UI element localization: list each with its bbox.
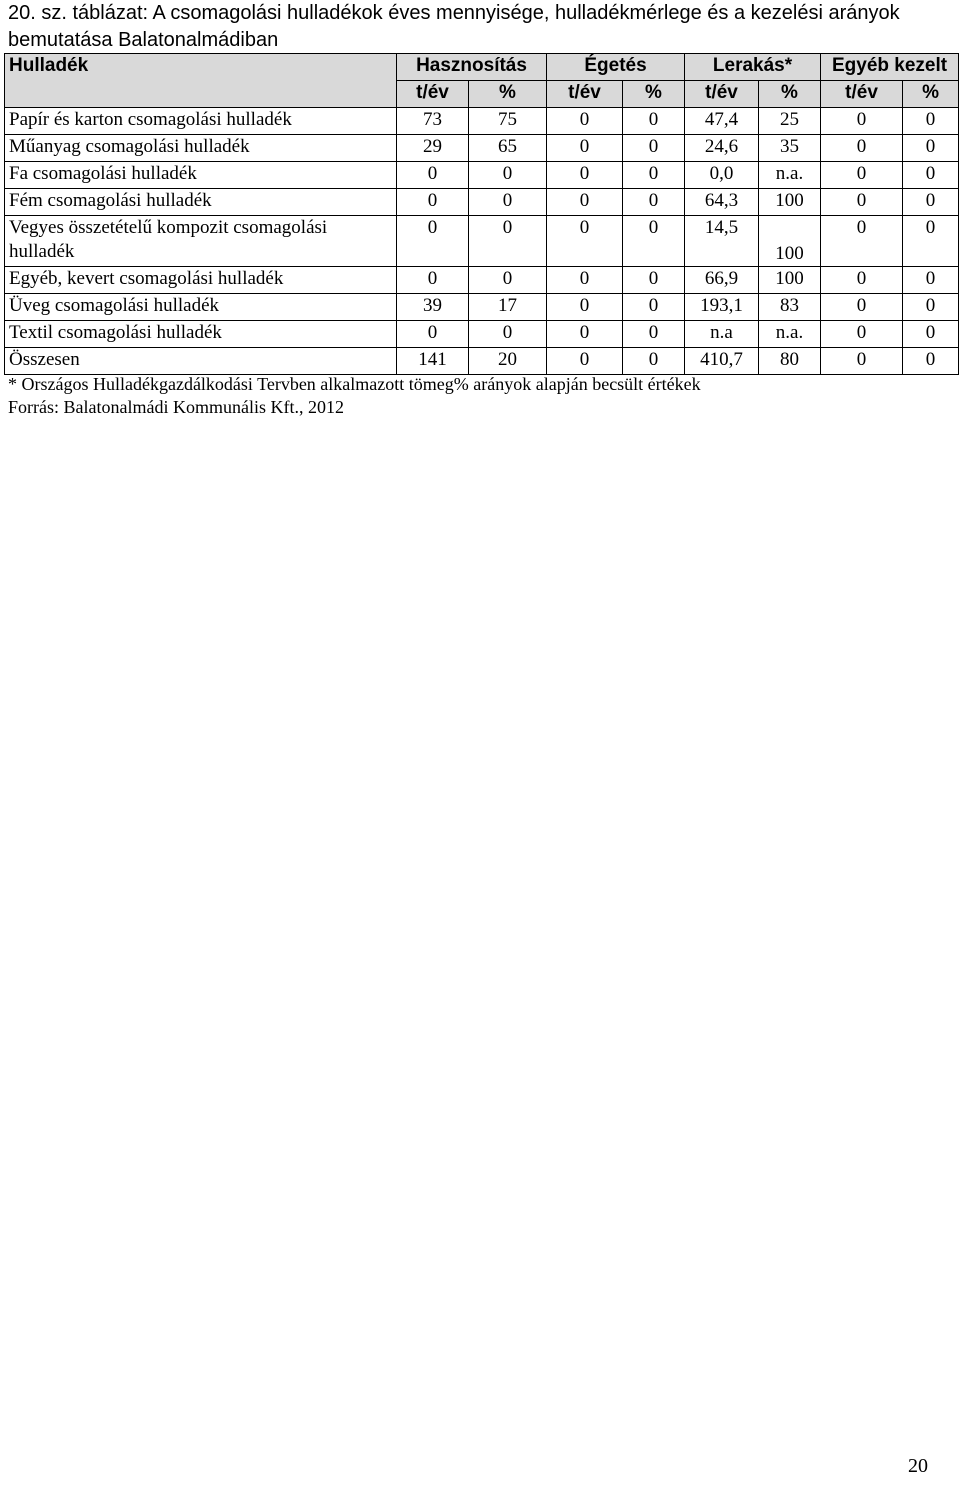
table-cell: 0 <box>547 135 623 162</box>
group-header-row <box>5 54 959 81</box>
table-cell: 0 <box>397 162 469 189</box>
table-cell: 0 <box>397 189 469 216</box>
table-cell: 0 <box>547 348 623 375</box>
table-cell: 0,0 <box>685 162 759 189</box>
table-cell: n.a. <box>759 321 821 348</box>
unit-header: % <box>469 81 547 108</box>
table-cell: 0 <box>469 321 547 348</box>
table-cell: 35 <box>759 135 821 162</box>
table-cell: 0 <box>397 216 469 267</box>
table-cell: 0 <box>821 108 903 135</box>
unit-header: t/év <box>685 81 759 108</box>
table-cell: 0 <box>821 321 903 348</box>
table-cell: 0 <box>821 294 903 321</box>
group-header: Egyéb kezelt <box>821 54 959 81</box>
table-cell: 410,7 <box>685 348 759 375</box>
table-cell: 0 <box>903 294 959 321</box>
table-cell: 66,9 <box>685 267 759 294</box>
table-caption: 20. sz. táblázat: A csomagolási hulladékok éves mennyisége, hulladékmérlege és a kezelési arányok bemutatása Balatonalmádiban <box>8 2 900 51</box>
table-cell: 0 <box>547 108 623 135</box>
row-name: Textil csomagolási hulladék <box>5 321 397 348</box>
table-cell: 0 <box>547 162 623 189</box>
table-cell: 20 <box>469 348 547 375</box>
table-cell: 0 <box>623 267 685 294</box>
table-cell: 0 <box>469 189 547 216</box>
table-cell: 141 <box>397 348 469 375</box>
page-number: 20 <box>908 1455 928 1477</box>
table-cell: 0 <box>821 348 903 375</box>
table-cell: 14,5 <box>685 216 759 267</box>
group-header: Égetés <box>547 54 685 81</box>
table-row <box>5 216 959 267</box>
table-row <box>5 348 959 375</box>
table-cell: 0 <box>903 189 959 216</box>
table-cell: 0 <box>903 321 959 348</box>
table-row <box>5 135 959 162</box>
table-cell: 0 <box>821 189 903 216</box>
unit-header: t/év <box>821 81 903 108</box>
table-cell: 0 <box>821 216 903 267</box>
table-cell: 0 <box>469 162 547 189</box>
table-cell: 0 <box>903 108 959 135</box>
table-cell: 47,4 <box>685 108 759 135</box>
table-cell: 0 <box>821 162 903 189</box>
table-cell: 0 <box>903 348 959 375</box>
table-cell: 100 <box>759 189 821 216</box>
table-cell: 0 <box>469 216 547 267</box>
table-cell: 0 <box>623 162 685 189</box>
source-note: Forrás: Balatonalmádi Kommunális Kft., 2012 <box>8 397 344 417</box>
unit-header: % <box>903 81 959 108</box>
unit-header: % <box>623 81 685 108</box>
table-cell: 0 <box>469 267 547 294</box>
table-cell: 0 <box>397 321 469 348</box>
table-row <box>5 294 959 321</box>
table-cell: 29 <box>397 135 469 162</box>
table-cell: 0 <box>397 267 469 294</box>
table-cell: 25 <box>759 108 821 135</box>
waste-table <box>4 53 959 375</box>
table-cell: 73 <box>397 108 469 135</box>
table-cell: 65 <box>469 135 547 162</box>
group-header: Lerakás* <box>685 54 821 81</box>
table-row <box>5 321 959 348</box>
table-cell: 24,6 <box>685 135 759 162</box>
table-cell: 0 <box>903 216 959 267</box>
table-cell: 0 <box>623 135 685 162</box>
table-cell: 39 <box>397 294 469 321</box>
table-cell: 17 <box>469 294 547 321</box>
table-cell: n.a <box>685 321 759 348</box>
table-row <box>5 162 959 189</box>
table-cell: 0 <box>623 321 685 348</box>
unit-header: t/év <box>547 81 623 108</box>
table-cell: 0 <box>623 216 685 267</box>
table-cell: 0 <box>547 321 623 348</box>
table-cell: 193,1 <box>685 294 759 321</box>
unit-header: % <box>759 81 821 108</box>
row-name: Összesen <box>5 348 397 375</box>
table-cell: 0 <box>547 267 623 294</box>
table-cell: 0 <box>821 135 903 162</box>
table-cell: 64,3 <box>685 189 759 216</box>
group-header: Hasznosítás <box>397 54 547 81</box>
table-row <box>5 267 959 294</box>
row-name: Műanyag csomagolási hulladék <box>5 135 397 162</box>
table-cell: 0 <box>547 294 623 321</box>
table-cell: 0 <box>547 189 623 216</box>
footnote: * Országos Hulladékgazdálkodási Tervben alkalmazott tömeg% arányok alapján becsült értékek <box>8 374 701 394</box>
table-cell: 0 <box>903 135 959 162</box>
table-row <box>5 189 959 216</box>
row-name: Egyéb, kevert csomagolási hulladék <box>5 267 397 294</box>
table-cell: 0 <box>903 267 959 294</box>
row-name: Fém csomagolási hulladék <box>5 189 397 216</box>
row-name: Fa csomagolási hulladék <box>5 162 397 189</box>
table-cell: 0 <box>623 348 685 375</box>
table-cell: n.a. <box>759 162 821 189</box>
table-cell: 100 <box>759 267 821 294</box>
table-cell: 83 <box>759 294 821 321</box>
table-cell: 0 <box>623 189 685 216</box>
table-row <box>5 108 959 135</box>
table-cell: 0 <box>623 294 685 321</box>
table-cell: 0 <box>547 216 623 267</box>
unit-header: t/év <box>397 81 469 108</box>
table-cell: 80 <box>759 348 821 375</box>
row-name: Papír és karton csomagolási hulladék <box>5 108 397 135</box>
table-cell: 0 <box>623 108 685 135</box>
row-name: Üveg csomagolási hulladék <box>5 294 397 321</box>
table-cell: 100 <box>759 216 821 267</box>
header-name: Hulladék <box>5 54 397 108</box>
table-cell: 0 <box>821 267 903 294</box>
table-cell: 0 <box>903 162 959 189</box>
row-name: Vegyes összetételű kompozit csomagolási hulladék <box>5 216 397 267</box>
table-cell: 75 <box>469 108 547 135</box>
